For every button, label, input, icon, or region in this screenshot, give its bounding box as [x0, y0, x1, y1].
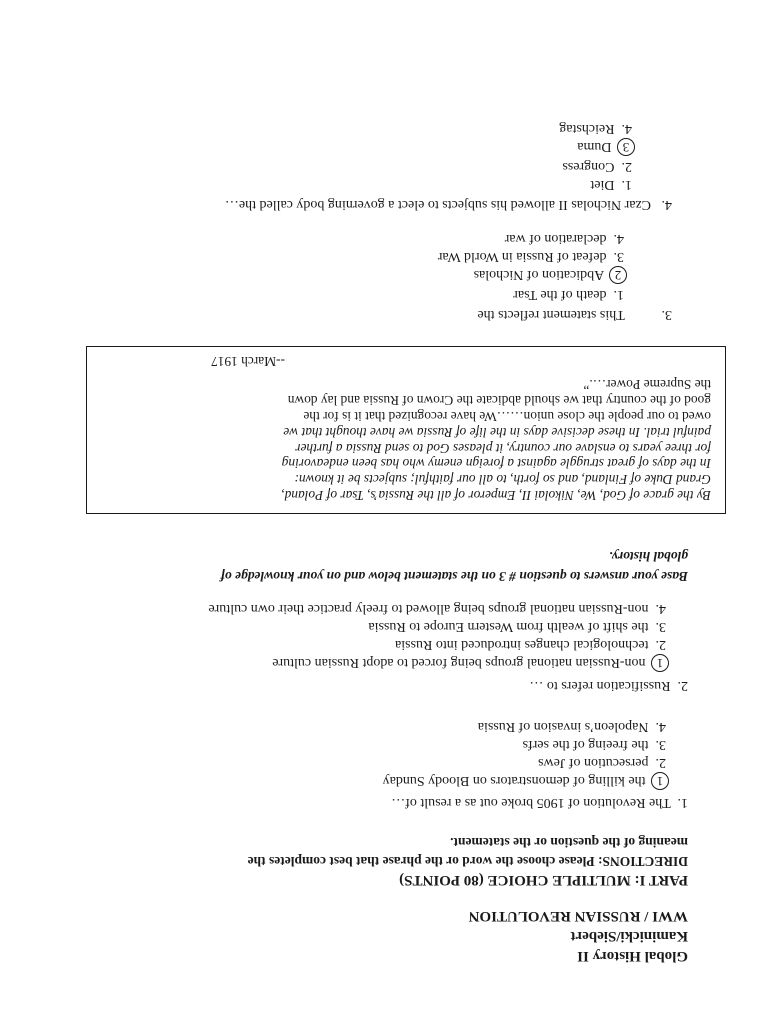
quote-line: By the grace of God, We, Nikolai II, Emperor of all the Russia’s, Tsar of Poland,	[281, 488, 711, 503]
option-number: 4.	[655, 601, 666, 616]
q3-option-2	[474, 266, 624, 284]
q1-option-1	[383, 772, 666, 790]
question-1	[391, 794, 688, 810]
circled-answer-mark: 1	[651, 772, 669, 790]
question-number: 3.	[661, 307, 672, 322]
base-instruction-line-1: Base your answers to question # 3 on the statement below and on your knowledge of	[220, 569, 688, 584]
question-text: This statement reflects the	[477, 307, 625, 322]
q4-option-3	[577, 138, 632, 156]
option-number: 4.	[655, 719, 666, 734]
course-title: Global History II	[577, 948, 688, 964]
q1-option-4	[478, 718, 666, 734]
quote-line: good of the country that we should abdicate the Crown of Russia and lay down	[287, 393, 711, 409]
quote-line: owed to our people the close union……We have recognized that it is for the	[303, 409, 711, 425]
question-text: Czar Nicholas II allowed his subjects to elect a governing body called the…	[224, 197, 651, 212]
circled-answer-mark: 3	[617, 138, 635, 156]
q3-option-3	[438, 248, 624, 264]
option-number: 3.	[655, 619, 666, 634]
option-number: 2.	[655, 637, 666, 652]
q3-option-1	[513, 286, 624, 302]
option-text: non-Russian national groups being forced to adopt Russian culture	[272, 655, 646, 670]
question-text: The Revolution of 1905 broke out as a result of…	[391, 795, 671, 810]
quote-line: In the days of great struggle against a foreign enemy who has been endeavoring	[281, 456, 711, 472]
q4-option-1	[590, 176, 632, 192]
option-number: 1.	[613, 287, 624, 302]
directions-line-1: DIRECTIONS: Please choose the word or the phrase that best completes the	[247, 854, 688, 869]
question-number: 4.	[661, 197, 672, 212]
option-text: defeat of Russia in World War	[437, 249, 607, 264]
q2-option-4	[208, 600, 666, 616]
option-text: technological changes introduced into Russia	[395, 637, 649, 652]
option-text: non-Russian national groups being allowed to freely practice their own culture	[208, 601, 649, 616]
option-number: 2.	[621, 159, 632, 174]
question-text: Russification refers to …	[529, 678, 671, 693]
base-instruction-line-2: global history.	[608, 549, 688, 564]
q1-option-2	[538, 754, 666, 770]
option-text: death of the Tsar	[513, 287, 607, 302]
q4-option-4	[559, 120, 632, 136]
question-number: 1.	[677, 795, 688, 810]
quote-line: for three years to enslave our country, it pleases God to send Russia a further	[295, 440, 711, 456]
option-text: persecution of Jews	[538, 755, 649, 770]
option-number: 4.	[613, 231, 624, 246]
teacher-names: Kaminicki/Siebert	[570, 928, 688, 944]
q2-option-3	[368, 618, 666, 634]
circled-answer-mark: 1	[651, 654, 669, 672]
option-text: Duma	[577, 139, 612, 154]
question-4	[225, 196, 672, 212]
question-2	[529, 677, 688, 693]
q4-option-2	[562, 158, 632, 174]
q1-option-3	[523, 736, 666, 752]
question-number: 2.	[677, 678, 688, 693]
quote-line: the Supreme Power….”	[583, 377, 711, 393]
option-number: 2.	[655, 755, 666, 770]
unit-title: WWI / RUSSIAN REVOLUTION	[468, 908, 688, 924]
option-text: the freeing of the serfs	[522, 737, 649, 752]
option-text: Diet	[590, 177, 615, 192]
part-title: PART I: MULTIPLE CHOICE (80 POINTS)	[399, 872, 688, 888]
quote-line: Grand Duke of Finland, and so forth, to all our faithful; subjects be it known:	[294, 472, 711, 488]
option-text: declaration of war	[504, 231, 607, 246]
q2-option-2	[395, 636, 666, 652]
option-text: the shift of wealth from Western Europe to Russia	[368, 619, 649, 634]
circled-answer-mark: 2	[609, 266, 627, 284]
quote-date: --March 1917	[211, 354, 285, 369]
quote-line: painful trial. In these decisive days in the life of Russia we have thought that we	[283, 424, 711, 440]
option-text: Napoleon’s invasion of Russia	[477, 719, 649, 734]
option-text: Reichstag	[559, 121, 615, 136]
q2-option-1	[272, 654, 666, 672]
option-number: 4.	[621, 121, 632, 136]
option-text: the killing of demonstrators on Bloody Sunday	[382, 773, 646, 788]
quote-box	[86, 346, 726, 514]
option-number: 3.	[655, 737, 666, 752]
option-number: 1.	[621, 177, 632, 192]
question-3	[477, 306, 672, 322]
option-text: Congress	[562, 159, 615, 174]
option-number: 3.	[613, 249, 624, 264]
directions-line-2: meaning of the question or the statement.	[450, 835, 688, 850]
q3-option-4	[505, 230, 624, 246]
option-text: Abdication of Nicholas	[473, 267, 605, 282]
